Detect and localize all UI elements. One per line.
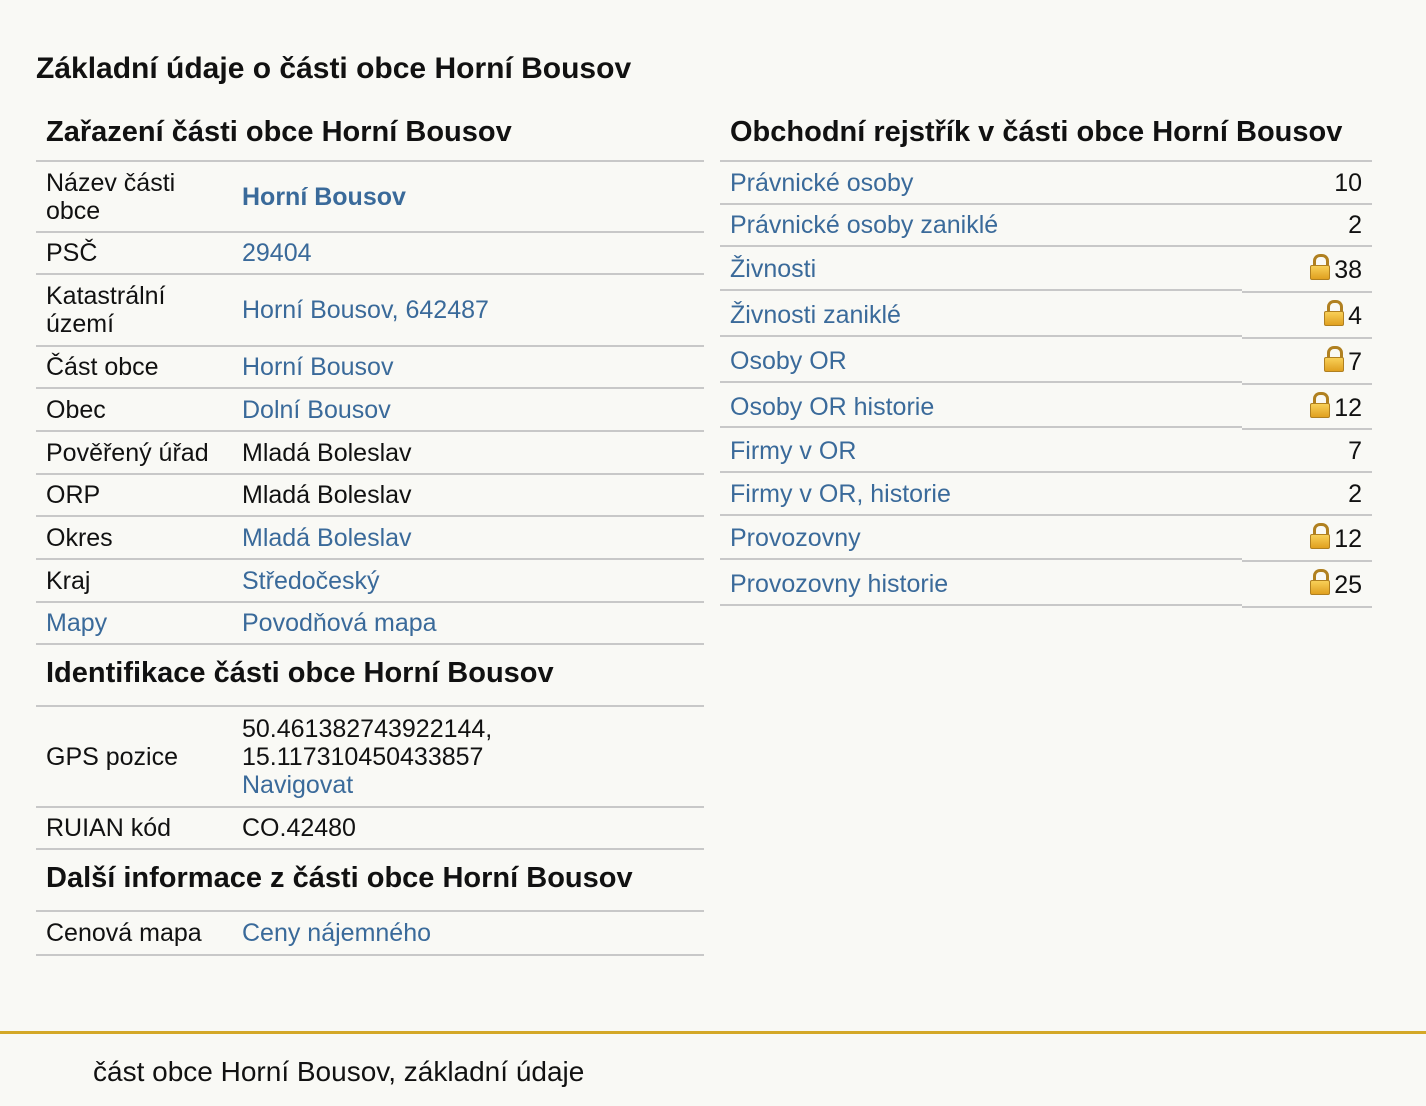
lock-icon bbox=[1310, 254, 1330, 280]
table-row bbox=[720, 292, 1372, 338]
price-map-label: Cenová mapa bbox=[36, 912, 232, 955]
rent-prices-link[interactable]: Ceny nájemného bbox=[242, 919, 432, 947]
row-label: ORP bbox=[36, 474, 232, 516]
lock-icon bbox=[1324, 346, 1344, 372]
row-label: Část obce bbox=[36, 346, 232, 388]
row-label: Katastrální území bbox=[36, 274, 232, 346]
register-link[interactable]: Firmy v OR bbox=[730, 436, 857, 465]
table-row bbox=[36, 232, 704, 274]
row-label: Obec bbox=[36, 388, 232, 431]
gps-lon: 15.117310450433857 bbox=[242, 742, 484, 771]
table-row bbox=[36, 559, 704, 602]
footer-text: část obce Horní Bousov, základní údaje bbox=[93, 1056, 585, 1087]
table-row bbox=[36, 807, 704, 849]
page-title: Základní údaje o části obce Horní Bousov bbox=[36, 52, 632, 85]
table-row bbox=[36, 474, 704, 516]
ruian-value: CO.42480 bbox=[232, 807, 704, 849]
rejstrik-table bbox=[720, 162, 1372, 608]
table-row bbox=[720, 429, 1372, 472]
row-label: Pověřený úřad bbox=[36, 431, 232, 474]
part-name-link[interactable]: Horní Bousov bbox=[242, 182, 406, 211]
table-row bbox=[720, 472, 1372, 515]
lock-icon bbox=[1310, 392, 1330, 418]
dalsi-section bbox=[36, 850, 704, 956]
identifikace-title: Identifikace části obce Horní Bousov bbox=[36, 645, 704, 707]
table-row bbox=[720, 204, 1372, 246]
lock-icon bbox=[1310, 523, 1330, 549]
row-label: Název části obce bbox=[36, 162, 232, 232]
table-row bbox=[720, 561, 1372, 607]
table-row bbox=[36, 274, 704, 346]
table-row bbox=[36, 346, 704, 388]
register-link[interactable]: Firmy v OR, historie bbox=[730, 479, 951, 508]
lock-icon bbox=[1310, 569, 1330, 595]
orp-value: Mladá Boleslav bbox=[232, 474, 704, 516]
table-row bbox=[36, 516, 704, 559]
maps-link[interactable]: Mapy bbox=[46, 609, 108, 637]
register-count: 12 bbox=[1334, 393, 1362, 422]
authority-value: Mladá Boleslav bbox=[232, 431, 704, 474]
register-link[interactable]: Právnické osoby bbox=[730, 168, 914, 197]
table-row bbox=[720, 162, 1372, 204]
lock-icon bbox=[1324, 300, 1344, 326]
ruian-label: RUIAN kód bbox=[36, 807, 232, 849]
footer-divider bbox=[0, 1031, 1426, 1034]
identifikace-section bbox=[36, 645, 704, 850]
municipality-link[interactable]: Dolní Bousov bbox=[242, 395, 391, 424]
register-link[interactable]: Osoby OR historie bbox=[730, 392, 935, 421]
row-label: Okres bbox=[36, 516, 232, 559]
table-row bbox=[36, 162, 704, 232]
table-row bbox=[720, 246, 1372, 292]
register-count: 38 bbox=[1334, 256, 1362, 284]
gps-label: GPS pozice bbox=[36, 707, 232, 807]
register-link[interactable]: Osoby OR bbox=[730, 347, 847, 375]
register-count: 12 bbox=[1334, 525, 1362, 553]
zarazeni-table bbox=[36, 162, 704, 645]
table-row bbox=[36, 912, 704, 955]
table-row bbox=[36, 388, 704, 431]
register-count: 2 bbox=[1348, 479, 1362, 508]
table-row bbox=[720, 338, 1372, 384]
register-link[interactable]: Právnické osoby zaniklé bbox=[730, 211, 999, 239]
table-row bbox=[720, 515, 1372, 561]
table-row bbox=[36, 431, 704, 474]
right-column bbox=[720, 110, 1372, 608]
district-link[interactable]: Mladá Boleslav bbox=[242, 523, 412, 552]
dalsi-table bbox=[36, 912, 704, 956]
register-count: 7 bbox=[1348, 348, 1362, 376]
table-row bbox=[36, 707, 704, 807]
part-link[interactable]: Horní Bousov bbox=[242, 353, 394, 381]
register-link[interactable]: Živnosti bbox=[730, 255, 817, 283]
table-row bbox=[720, 384, 1372, 429]
cadastral-link[interactable]: Horní Bousov, 642487 bbox=[242, 296, 489, 324]
rejstrik-title: Obchodní rejstřík v části obce Horní Bousov bbox=[720, 110, 1372, 162]
register-link[interactable]: Provozovny bbox=[730, 524, 861, 552]
register-count: 25 bbox=[1334, 571, 1362, 599]
region-link[interactable]: Středočeský bbox=[242, 566, 380, 595]
gps-lat: 50.461382743922144, bbox=[242, 714, 493, 743]
row-label: Kraj bbox=[36, 559, 232, 602]
dalsi-title: Další informace z části obce Horní Bousov bbox=[36, 850, 704, 912]
row-label: PSČ bbox=[36, 232, 232, 274]
register-link[interactable]: Provozovny historie bbox=[730, 570, 949, 598]
register-count: 7 bbox=[1348, 436, 1362, 465]
register-count: 4 bbox=[1348, 302, 1362, 330]
left-column bbox=[36, 110, 704, 956]
register-count: 2 bbox=[1348, 211, 1362, 239]
zarazeni-title: Zařazení části obce Horní Bousov bbox=[36, 110, 704, 162]
psc-link[interactable]: 29404 bbox=[242, 239, 312, 267]
table-row bbox=[36, 602, 704, 644]
navigate-link[interactable]: Navigovat bbox=[242, 770, 354, 799]
identifikace-table bbox=[36, 707, 704, 850]
flood-map-link[interactable]: Povodňová mapa bbox=[242, 609, 437, 637]
register-count: 10 bbox=[1334, 168, 1362, 197]
register-link[interactable]: Živnosti zaniklé bbox=[730, 301, 901, 329]
